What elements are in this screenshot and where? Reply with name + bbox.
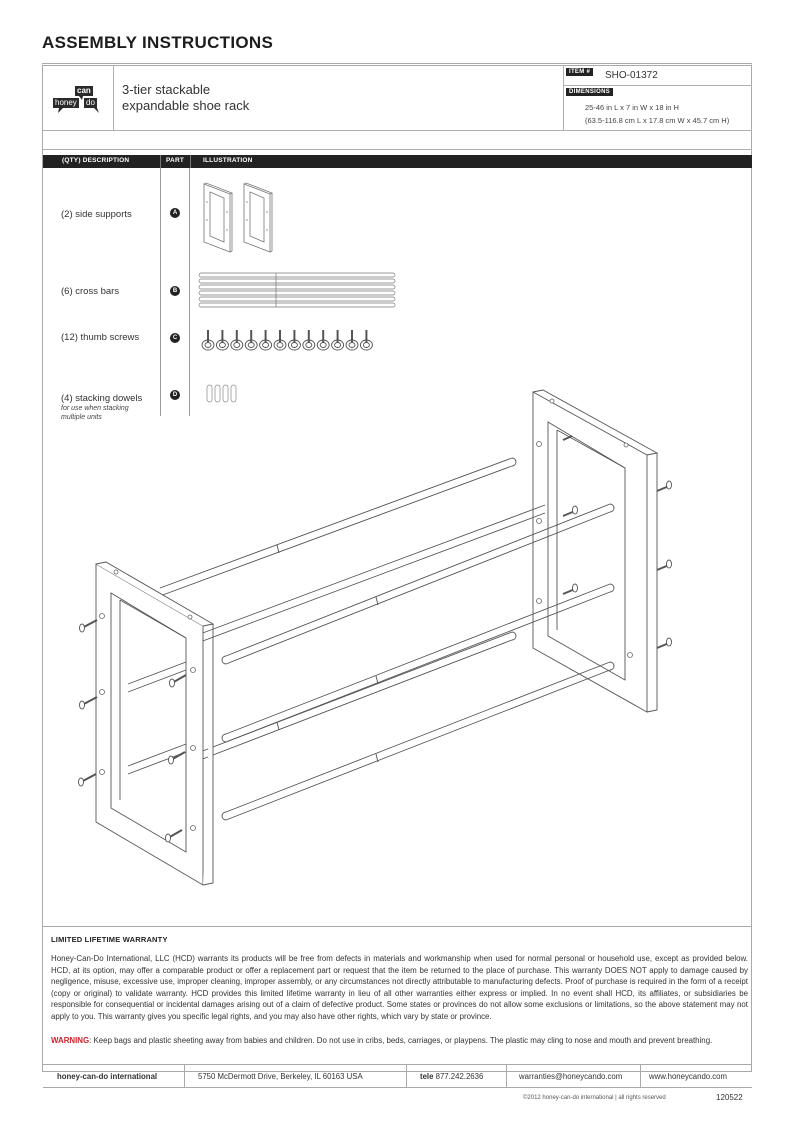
- part-description-b: (6) cross bars: [61, 286, 120, 297]
- divider: [43, 1087, 752, 1088]
- footer-company: honey-can-do international: [57, 1072, 158, 1081]
- item-number-label: ITEM #: [566, 68, 593, 76]
- divider: [43, 1064, 752, 1065]
- phone-number: 877.242.2636: [435, 1072, 484, 1081]
- page-title: ASSEMBLY INSTRUCTIONS: [42, 33, 274, 52]
- part-description-c: (12) thumb screws: [61, 332, 140, 343]
- part-description-a: (2) side supports: [61, 209, 132, 220]
- dimensions-metric: (63.5-116.8 cm L x 17.8 cm W x 45.7 cm H): [585, 116, 730, 125]
- dimensions-label: DIMENSIONS: [566, 88, 613, 96]
- item-number: SHO-01372: [605, 70, 658, 81]
- warning-text: : Keep bags and plastic sheeting away from babies and children. Do not use in cribs, beds, carriages, or playpens. The plastic may cling to nose and mouth and prevent breathing.: [89, 1036, 713, 1045]
- dimensions-imperial: 25-46 in L x 7 in W x 18 in H: [585, 103, 679, 112]
- copyright-notice: ©2012 honey-can-do international | all rights reserved: [523, 1095, 666, 1101]
- column-header-illustration: ILLUSTRATION: [203, 157, 253, 164]
- divider: [184, 1065, 185, 1087]
- warning-label: WARNING: [51, 1036, 90, 1045]
- footer-email-link[interactable]: warranties@honeycando.com: [519, 1072, 623, 1081]
- product-name-line-2: expandable shoe rack: [122, 98, 250, 113]
- part-badge-c: C: [170, 333, 180, 343]
- part-note-d-line-1: for use when stacking: [61, 405, 129, 412]
- part-badge-a: A: [170, 208, 180, 218]
- logo-word-can: can: [77, 86, 91, 95]
- footer-address: 5750 McDermott Drive, Berkeley, IL 60163 USA: [198, 1072, 363, 1081]
- logo-word-honey: honey: [55, 98, 77, 107]
- part-badge-b: B: [170, 286, 180, 296]
- document-code: 120522: [716, 1093, 743, 1102]
- logo-word-do: do: [86, 98, 95, 107]
- part-description-d: (4) stacking dowels: [61, 393, 143, 404]
- product-name-line-1: 3-tier stackable: [122, 82, 211, 97]
- divider: [43, 926, 752, 927]
- footer-phone: [420, 1072, 483, 1081]
- divider: [640, 1065, 641, 1087]
- warranty-title: LIMITED LIFETIME WARRANTY: [51, 935, 168, 944]
- footer-website-link[interactable]: www.honeycando.com: [649, 1072, 728, 1081]
- part-badge-d: D: [170, 390, 180, 400]
- warning-notice: [51, 1035, 748, 1047]
- phone-label: tele: [420, 1072, 434, 1081]
- divider: [406, 1065, 407, 1087]
- column-header-part: PART: [166, 157, 185, 164]
- divider: [506, 1065, 507, 1087]
- part-note-d-line-2: multiple units: [61, 414, 102, 421]
- warranty-body: Honey-Can-Do International, LLC (HCD) warrants its products will be free from defects in materials and workmanship when used for normal personal or household use, except as provided below. HCD, at its option, may offer a comparable product or offer a replacement part or request that the item be returned to the place of purchase. This warranty DOES NOT apply to damage caused by negligence, misuse, excessive use, improper cleaning, improper assembly, or any circumstances not directly attributable to manufacturing defects. Proof of purchase is required in the form of a receipt (copy or original) to validate warranty. HCD provides this limited lifetime warranty in lieu of all other warranties either express or implied. In no event shall HCD, its affiliates, or subsidiaries be responsible for consequential or incidental damages arising out of a claim of defective product. Some states or provinces do not allow some exclusions or limitations, so the above statement may not apply to you. This warranty gives you specific legal rights, and you may also have other rights, which vary by state or province.: [51, 954, 748, 1021]
- column-header-description: (QTY) DESCRIPTION: [62, 157, 130, 164]
